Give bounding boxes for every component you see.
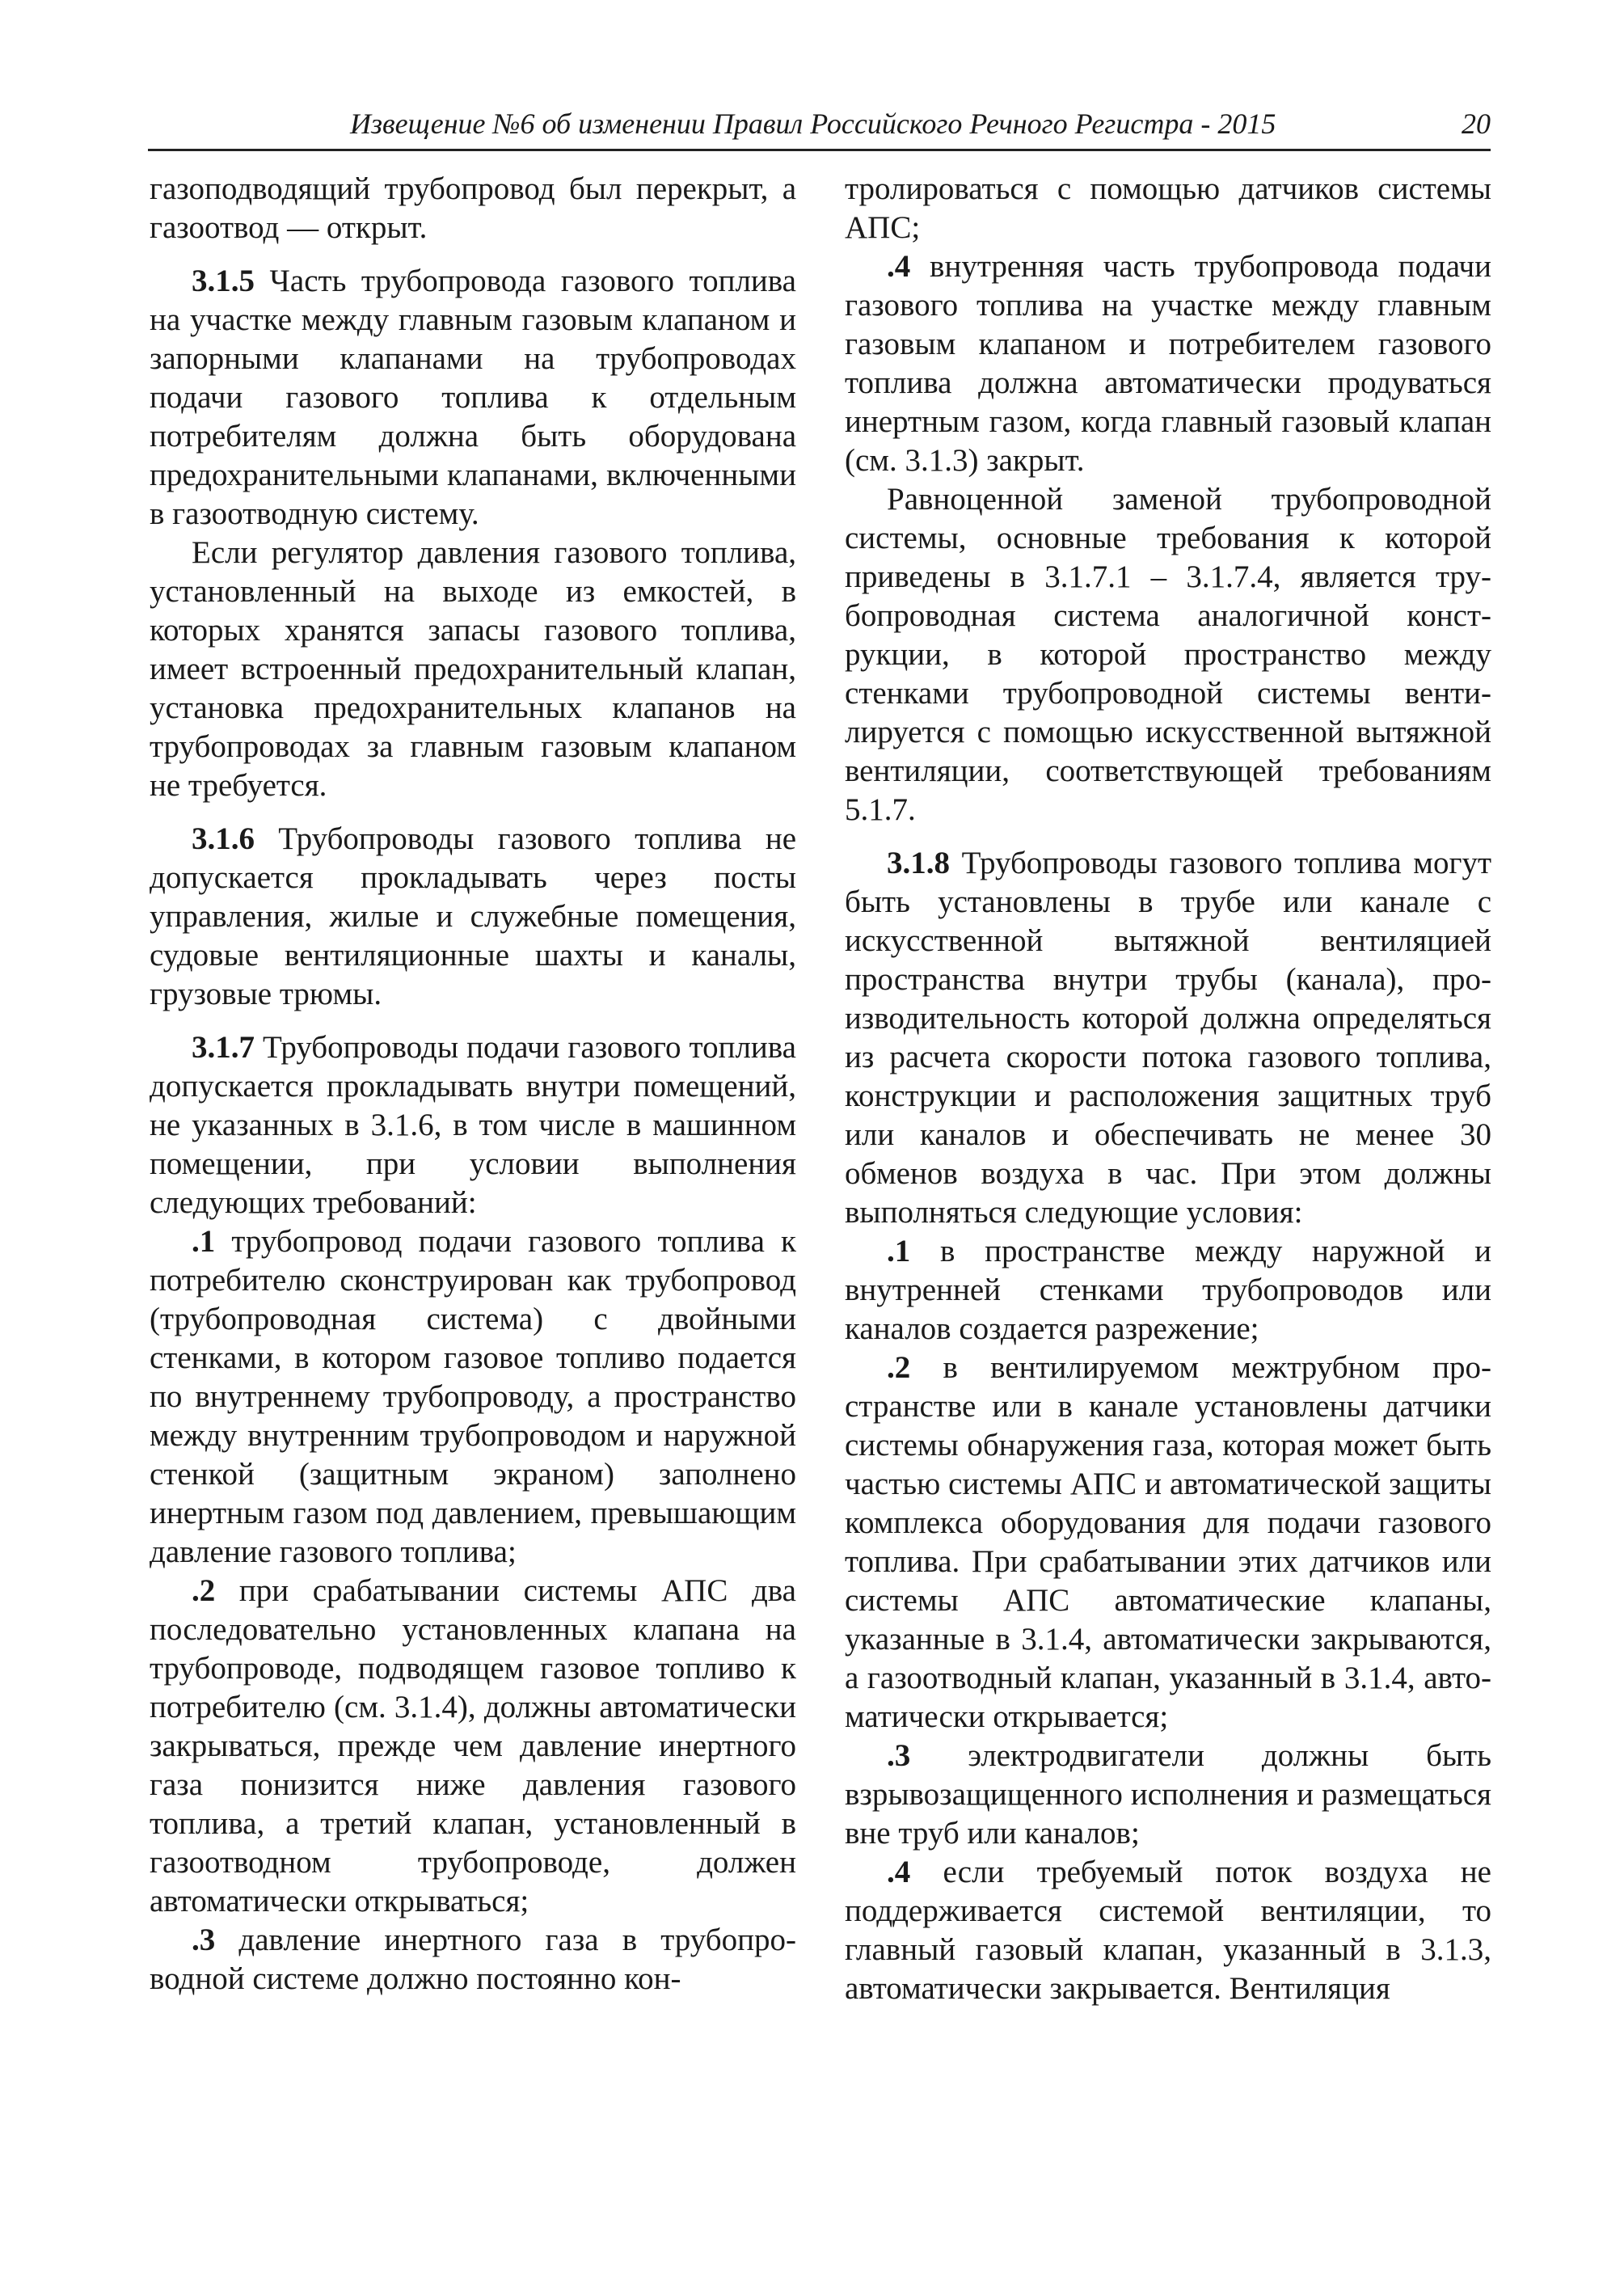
list-item: .3 давление инертного газа в трубопроводной системе должно постоянно кон- [150, 1923, 796, 1996]
section-number: 3.1.5 [192, 264, 255, 298]
header-title: Извещение №6 об изменении Правил Российского Речного Регистра - 2015 [350, 108, 1276, 140]
right-column [845, 170, 1491, 2008]
paragraph: тролироваться с помощью датчиков системы АПС; [845, 171, 1491, 245]
list-item: .1 трубопровод подачи газового топлива к потребителю сконструирован как трубопровод (трубопроводная система) с двойными стенками, в котором газовое топливо подается по внутреннему трубопроводу, а пространство между внутренним трубопроводом и наружной стенкой (защитным экраном) заполнено инертным газом под давлением, превышающим давление газового топлива; [150, 1224, 796, 1569]
paragraph: газоподводящий трубопровод был перекрыт, а газоотвод — открыт. [150, 171, 796, 245]
list-item: .4 внутренняя часть трубопровода подачи газового топлива на участке между главным газовым клапаном и потребителем газового топлива должна автоматически продуваться инертным газом, когда главный газовый клапан (см. 3.1.3) закрыт. [845, 249, 1491, 478]
page-number: 20 [1462, 108, 1491, 140]
list-item: .1 в пространстве между наружной и внутренней стенками трубопроводов или каналов создается разрежение; [845, 1234, 1491, 1346]
list-item: .4 если требуемый поток воздуха не поддерживается системой вентиляции, то главный газовый клапан, указанный в 3.1.3, автоматически закрывается. Вентиляция [845, 1855, 1491, 2006]
section-3-1-5: 3.1.5 Часть трубопровода газового топлива на участке между главным газовым клапаном и запорными клапанами на трубопроводах подачи газового топлива к отдельным потребителям должна быть оборудована предохранительными клапанами, включенными в газоотводную систему. [150, 264, 796, 531]
item-number: .2 [887, 1350, 911, 1385]
item-number: .3 [192, 1923, 216, 1957]
list-item: .2 в вентилируемом межтрубном пространстве или в канале установлены датчики системы обнаружения газа, которая может быть частью системы АПС и автоматической защиты комплекса оборудования для подачи газового топлива. При срабатывании этих датчиков или системы АПС автоматические клапаны, указанные в 3.1.4, автоматически закрываются, а газоотводный клапан, указанный в 3.1.4, автоматически открывается; [845, 1350, 1491, 1734]
section-3-1-8: 3.1.8 Трубопроводы газового топлива могут быть установлены в трубе или канале с искусственной вытяжной вентиляцией пространства внутри трубы (канала), производительность которой должна определяться из расчета скорости потока газового топлива, конструкции и расположения защитных труб или каналов и обеспечивать не менее 30 обменов воздуха в час. При этом должны выполняться следующие условия: [845, 846, 1491, 1230]
running-header [148, 103, 1491, 151]
section-number: 3.1.7 [192, 1030, 255, 1065]
item-number: .3 [887, 1738, 911, 1773]
section-3-1-7: 3.1.7 Трубопроводы подачи газового топлива допускается прокладывать внутри помещений, не указанных в 3.1.6, в том числе в машинном помещении, при условии выполнения следующих требований: [150, 1030, 796, 1220]
item-number: .2 [192, 1573, 216, 1608]
paragraph: Если регулятор давления газового топлива, установленный на выходе из емкостей, в которых хранятся запасы газового топлива, имеет встроенный предохранительный клапан, установка предохранительных клапанов на трубопроводах за главным газовым клапаном не требуется. [150, 535, 796, 803]
item-number: .4 [887, 249, 911, 284]
left-column [150, 170, 796, 1999]
section-number: 3.1.6 [192, 821, 255, 856]
item-number: .4 [887, 1855, 911, 1889]
section-3-1-6: 3.1.6 Трубопроводы газового топлива не допускается прокладывать через посты управления, жилые и служебные помещения, судовые вентиляционные шахты и каналы, грузовые трюмы. [150, 821, 796, 1011]
paragraph: Равноценной заменой трубопроводной системы, основные требования к которой приведены в 3.1.7.1 – 3.1.7.4, является трубопроводная система аналогичной конструкции, в которой пространство между стенками трубопроводной системы вентилируется с помощью искусственной вытяжной вентиляции, соответствующей требованиям 5.1.7. [845, 482, 1491, 827]
list-item: .3 электродвигатели должны быть взрывозащищенного исполнения и размещаться вне труб или каналов; [845, 1738, 1491, 1851]
item-number: .1 [192, 1224, 216, 1259]
list-item: .2 при срабатывании системы АПС два последовательно установленных клапана на трубопроводе, подводящем газовое топливо к потребителю (см. 3.1.4), должны автоматически закрываться, прежде чем давление инертного газа понизится ниже давления газового топлива, а третий клапан, установленный в газоотводном трубопроводе, должен автоматически открываться; [150, 1573, 796, 1918]
item-number: .1 [887, 1234, 911, 1268]
section-number: 3.1.8 [887, 846, 950, 880]
